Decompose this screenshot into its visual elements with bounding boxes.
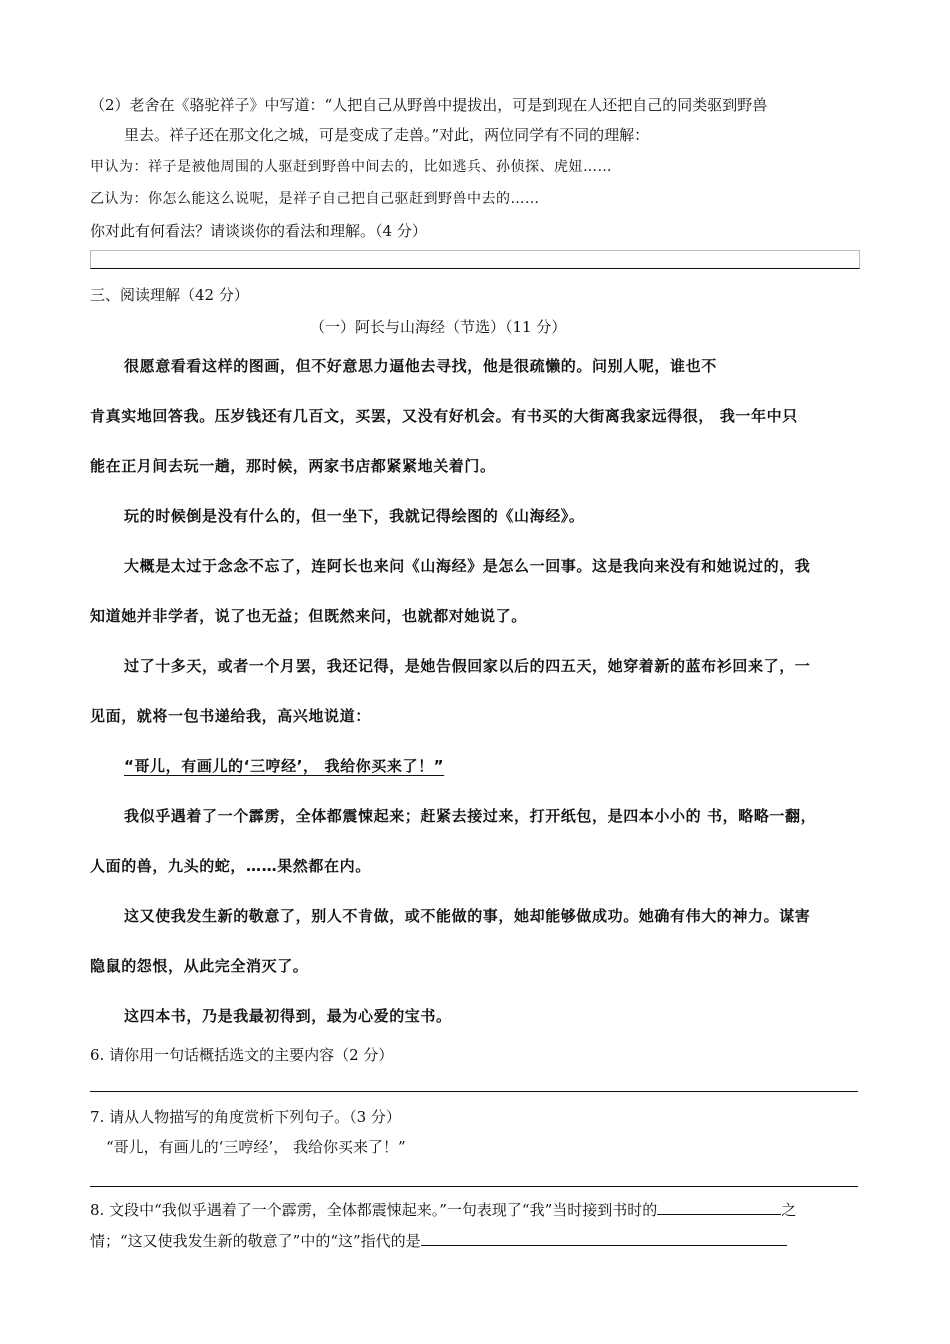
passage-p3-line1: 大概是太过于念念不忘了，连阿长也来问《山海经》是怎么一回事。这是我向来没有和她说过的，我 (124, 557, 811, 575)
q2-answer-box[interactable] (90, 250, 860, 269)
question-8-line2 (90, 1230, 787, 1251)
q2-prompt: 你对此有何看法？请谈谈你的看法和理解。（4 分） (90, 222, 427, 240)
passage-title: （一）阿长与山海经（节选）（11 分） (310, 318, 567, 336)
section-heading: 三、阅读理解（42 分） (90, 286, 249, 304)
passage-p5-line2: 人面的兽，九头的蛇，……果然都在内。 (90, 857, 371, 875)
passage-p1-line3: 能在正月间去玩一趟，那时候，两家书店都紧紧地关着门。 (90, 457, 496, 475)
question-6: 6. 请你用一句话概括选文的主要内容（2 分） (90, 1046, 394, 1064)
q8-blank-1[interactable] (657, 1214, 781, 1215)
q2-yi-opinion: 乙认为：你怎么能这么说呢，是祥子自己把自己驱赶到野兽中去的…… (90, 191, 540, 207)
q6-answer-line[interactable] (90, 1091, 858, 1092)
q8-text-part1: 8. 文段中“我似乎遇着了一个霹雳，全体都震悚起来。”一句表现了“我”当时接到书时的 (90, 1201, 658, 1219)
passage-p4-line2: 见面，就将一包书递给我，高兴地说道： (90, 707, 371, 725)
question-8-line1 (90, 1199, 796, 1220)
passage-p1-line2: 肯真实地回答我。压岁钱还有几百文，买罢，又没有好机会。有书买的大街离我家远得很， 我一年中只 (90, 407, 798, 425)
passage-p4-line1: 过了十多天，或者一个月罢，我还记得，是她告假回家以后的四五天，她穿着新的蓝布衫回来了，一 (124, 657, 811, 675)
passage-p3-line2: 知道她并非学者，说了也无益；但既然来问，也就都对她说了。 (90, 607, 527, 625)
q8-text-part3: 情；“这又使我发生新的敬意了”中的“这”指代的是 (90, 1232, 421, 1250)
passage-p6-line2: 隐鼠的怨恨，从此完全消灭了。 (90, 957, 309, 975)
passage-p1-line1: 很愿意看看这样的图画，但不好意思力逼他去寻找，他是很疏懒的。问别人呢，谁也不 (124, 357, 717, 375)
question-7: 7. 请从人物描写的角度赏析下列句子。（3 分） (90, 1108, 401, 1126)
passage-p5-line1: 我似乎遇着了一个霹雳，全体都震悚起来；赶紧去接过来，打开纸包，是四本小小的 书，略略一翻， (124, 807, 817, 825)
passage-p6-line1: 这又使我发生新的敬意了，别人不肯做，或不能做的事，她却能够做成功。她确有伟大的神力。谋害 (124, 907, 811, 925)
q8-text-part2: 之 (781, 1201, 797, 1219)
passage-p2: 玩的时候倒是没有什么的，但一坐下，我就记得绘图的《山海经》。 (124, 507, 585, 525)
q7-answer-line[interactable] (90, 1186, 858, 1187)
q8-blank-2[interactable] (421, 1245, 787, 1246)
q2-line-1: （2）老舍在《骆驼祥子》中写道：“人把自己从野兽中提拔出，可是到现在人还把自己的同类驱到野兽 (90, 96, 768, 114)
passage-p7: 这四本书，乃是我最初得到，最为心爱的宝书。 (124, 1007, 452, 1025)
q2-jia-opinion: 甲认为：祥子是被他周围的人驱赶到野兽中间去的，比如逃兵、孙侦探、虎妞…… (90, 159, 612, 175)
passage-underlined-quote: “哥儿，有画儿的‘三哼经’， 我给你买来了！” (124, 757, 445, 775)
q7-quoted-sentence: “哥儿，有画儿的‘三哼经’， 我给你买来了！” (106, 1138, 406, 1156)
q2-line-2: 里去。祥子还在那文化之城，可是变成了走兽。”对此，两位同学有不同的理解： (124, 126, 650, 144)
